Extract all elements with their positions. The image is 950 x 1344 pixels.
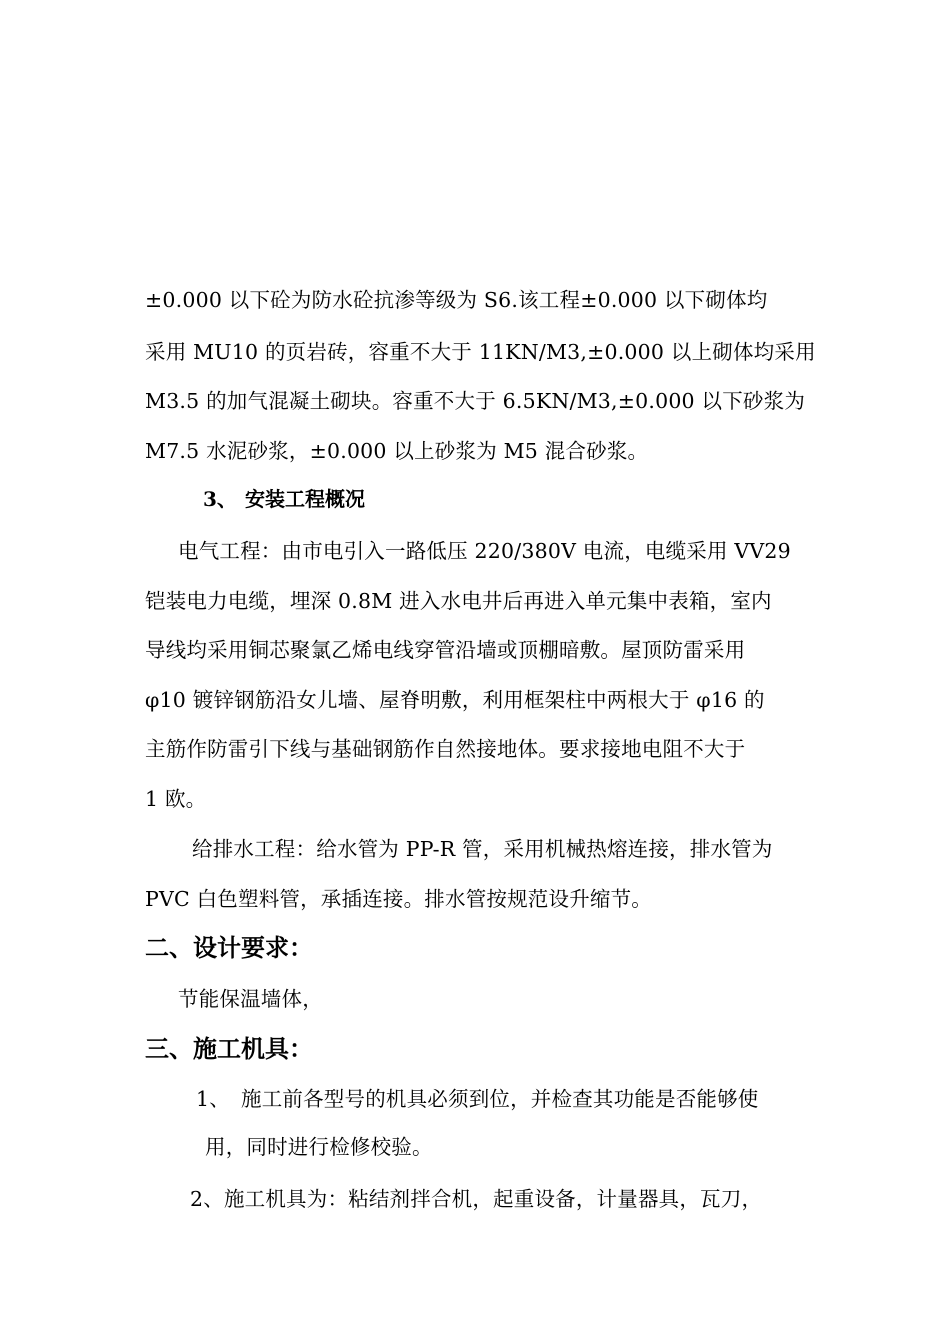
section-3-item-1-number: 1、 (196, 1087, 230, 1111)
plumbing-paragraph-line-2: PVC 白色塑料管，承插连接。排水管按规范设升缩节。 (145, 887, 652, 911)
subsection-3-number: 3、 (203, 487, 237, 511)
subsection-3-title: 安装工程概况 (245, 487, 365, 511)
masonry-paragraph-line-2: 采用 MU10 的页岩砖，容重不大于 11KN/M3,±0.000 以上砌体均采用 (145, 340, 816, 364)
section-3-item-1-line-2: 用，同时进行检修校验。 (205, 1135, 433, 1159)
electrical-paragraph-line-2: 铠装电力电缆，埋深 0.8M 进入水电井后再进入单元集中表箱，室内 (145, 589, 772, 613)
electrical-paragraph-line-3: 导线均采用铜芯聚氯乙烯电线穿管沿墙或顶棚暗敷。屋顶防雷采用 (145, 638, 746, 662)
masonry-paragraph-line-4: M7.5 水泥砂浆，±0.000 以上砂浆为 M5 混合砂浆。 (145, 439, 649, 463)
electrical-paragraph-line-5: 主筋作防雷引下线与基础钢筋作自然接地体。要求接地电阻不大于 (145, 737, 746, 761)
electrical-paragraph-line-1: 电气工程：由市电引入一路低压 220/380V 电流，电缆采用 VV29 (178, 539, 791, 563)
masonry-paragraph-line-3: M3.5 的加气混凝土砌块。容重不大于 6.5KN/M3,±0.000 以下砂浆为 (145, 389, 806, 413)
electrical-paragraph-line-4: φ10 镀锌钢筋沿女儿墙、屋脊明敷，利用框架柱中两根大于 φ16 的 (145, 688, 765, 712)
electrical-paragraph-line-6: 1 欧。 (145, 787, 207, 811)
section-3-title: 三、施工机具： (145, 1034, 313, 1063)
section-3-item-2: 2、施工机具为：粘结剂拌合机，起重设备，计量器具，瓦刀， (190, 1187, 763, 1211)
plumbing-paragraph-line-1: 给排水工程：给水管为 PP-R 管，采用机械热熔连接，排水管为 (192, 837, 773, 861)
masonry-paragraph-line-1: ±0.000 以下砼为防水砼抗渗等级为 S6.该工程±0.000 以下砌体均 (145, 288, 768, 312)
section-2-title: 二、设计要求： (145, 933, 313, 962)
section-2-body: 节能保温墙体， (178, 987, 323, 1011)
section-3-item-1-line-1: 施工前各型号的机具必须到位，并检查其功能是否能够使 (241, 1087, 759, 1111)
